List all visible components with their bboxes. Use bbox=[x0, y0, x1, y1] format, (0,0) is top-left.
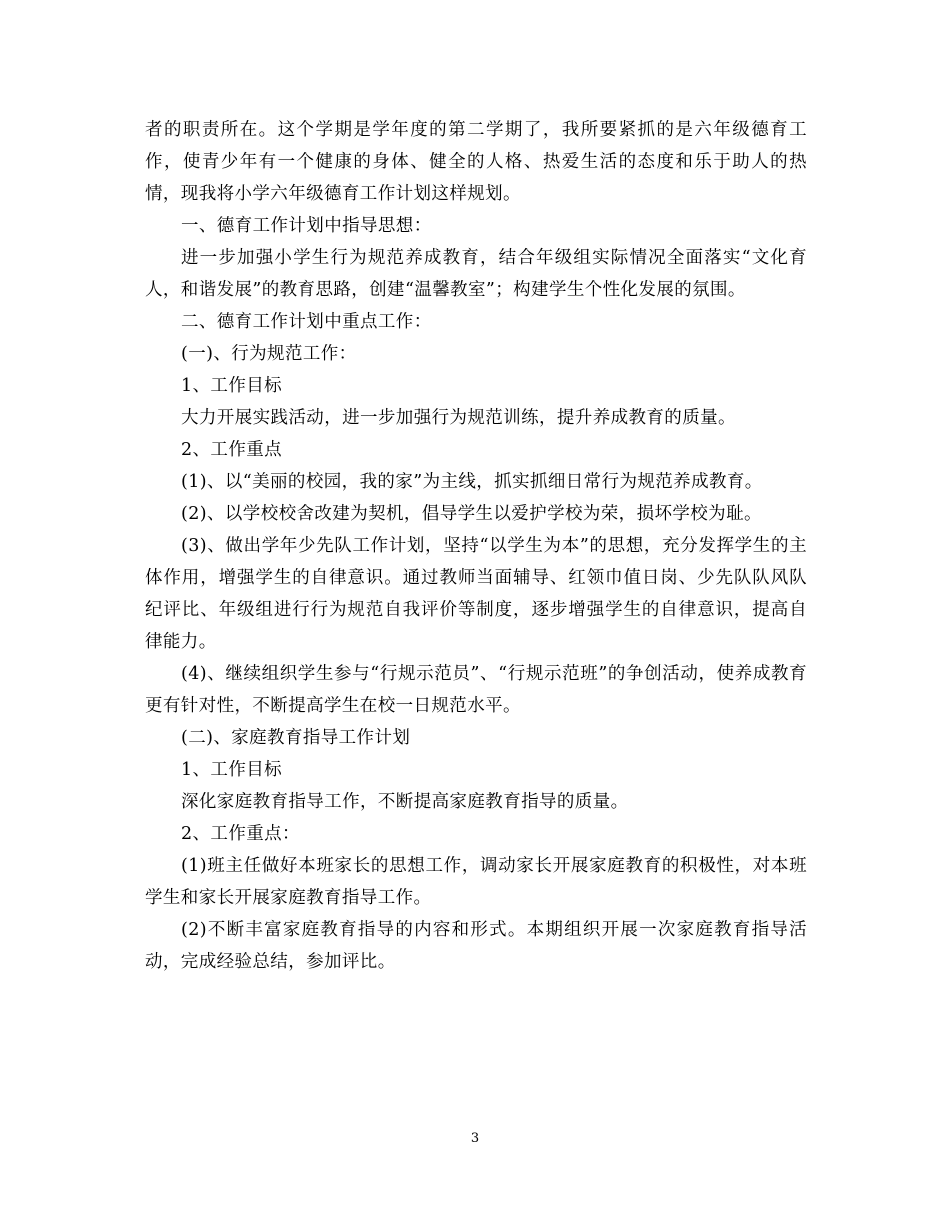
paragraph-8: 2、工作重点 bbox=[181, 440, 283, 460]
paragraph-4: 二、德育工作计划中重点工作： bbox=[181, 312, 432, 332]
paragraph-15: 深化家庭教育指导工作，不断提高家庭教育指导的质量。 bbox=[181, 792, 629, 812]
paragraph-7: 大力开展实践活动，进一步加强行为规范训练，提升养成教育的质量。 bbox=[181, 408, 736, 428]
paragraph-1: 者的职责所在。这个学期是学年度的第二学期了，我所要紧抓的是六年级德育工作，使青少年有一个健康的身体、健全的人格、热爱生活的态度和乐于助人的热情，现我将小学六年级德育工作计划这样规划。 bbox=[145, 120, 807, 204]
paragraph-6: 1、工作目标 bbox=[181, 376, 283, 396]
paragraph-13: (二)、家庭教育指导工作计划 bbox=[181, 728, 411, 748]
paragraph-9: (1)、以“美丽的校园，我的家”为主线，抓实抓细日常行为规范养成教育。 bbox=[181, 472, 763, 492]
paragraph-16: 2、工作重点： bbox=[181, 824, 300, 844]
paragraph-2: 一、德育工作计划中指导思想： bbox=[181, 216, 432, 236]
page-number: 3 bbox=[470, 1131, 480, 1146]
paragraph-18: (2)不断丰富家庭教育指导的内容和形式。本期组织开展一次家庭教育指导活动，完成经验总结，参加评比。 bbox=[145, 920, 807, 972]
paragraph-10: (2)、以学校校舍改建为契机，倡导学生以爱护学校为荣，损坏学校为耻。 bbox=[181, 504, 762, 524]
document-body bbox=[145, 114, 807, 978]
paragraph-12: (4)、继续组织学生参与“行规示范员”、“行规示范班”的争创活动，使养成教育更有针对性，不断提高学生在校一日规范水平。 bbox=[145, 664, 807, 716]
paragraph-14: 1、工作目标 bbox=[181, 760, 283, 780]
paragraph-17: (1)班主任做好本班家长的思想工作，调动家长开展家庭教育的积极性，对本班学生和家长开展家庭教育指导工作。 bbox=[145, 856, 807, 908]
paragraph-3: 进一步加强小学生行为规范养成教育，结合年级组实际情况全面落实“文化育人，和谐发展”的教育思路，创建“温馨教室”；构建学生个性化发展的氛围。 bbox=[145, 248, 807, 300]
paragraph-11: (3)、做出学年少先队工作计划，坚持“以学生为本”的思想，充分发挥学生的主体作用，增强学生的自律意识。通过教师当面辅导、红领巾值日岗、少先队队风队纪评比、年级组进行行为规范自我评价等制度，逐步增强学生的自律意识，提高自律能力。 bbox=[145, 536, 807, 652]
paragraph-5: (一)、行为规范工作： bbox=[181, 344, 357, 364]
